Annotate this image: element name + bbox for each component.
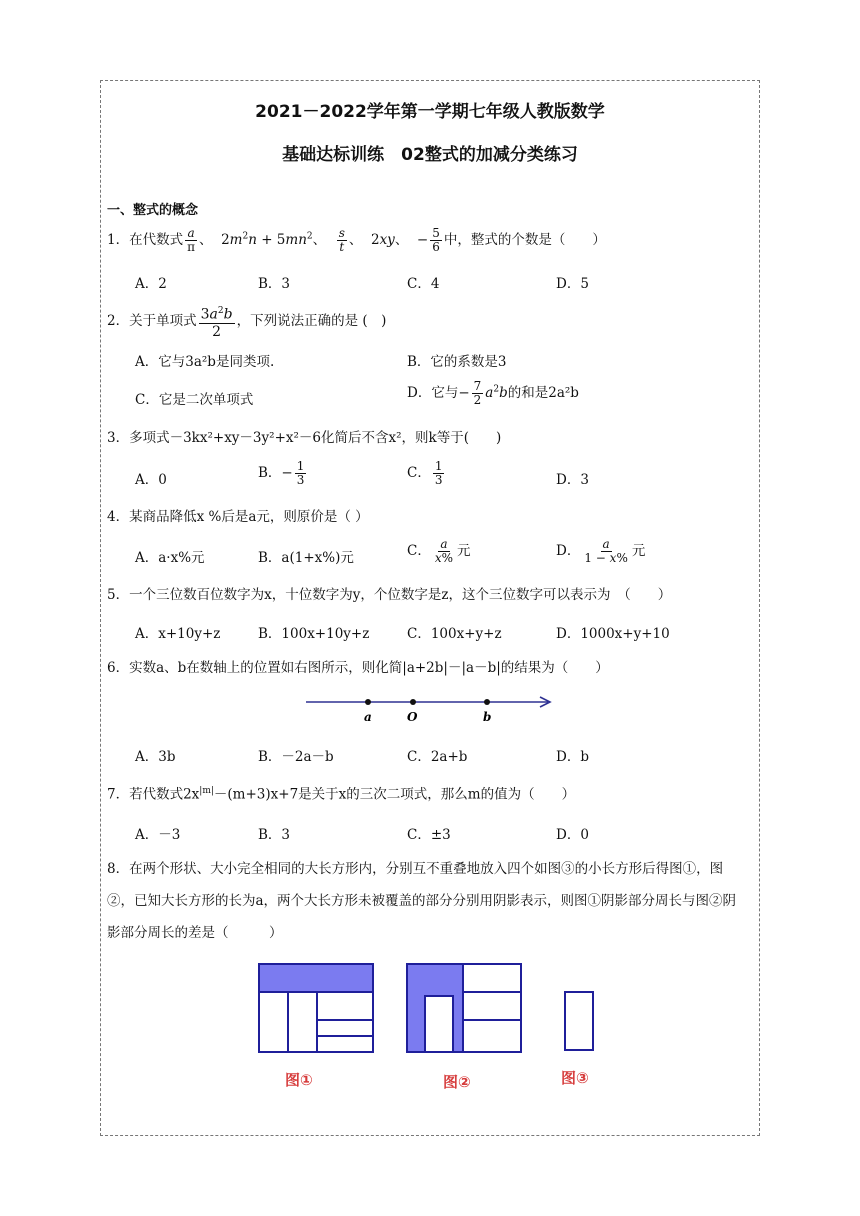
q5-option-b: B．100x+10y+z (258, 626, 370, 642)
label-a: a (364, 710, 372, 724)
q3-option-c-fraction: $\frac{1}{3}$ (434, 459, 443, 487)
figure-2 (407, 964, 521, 1052)
point-b (484, 699, 490, 705)
q1-fraction-5-6: $\frac{5}{6}$ (432, 226, 440, 254)
q7-tail: －(m+3)x+7是关于x的三次二项式，那么m的值为（ ） (213, 786, 576, 803)
section-heading: 一、整式的概念 (107, 203, 199, 218)
question-8: 8．在两个形状、大小完全相同的大长方形内，分别互不重叠地放入四个如图③的小长方形后得图①，图②，已知大长方形的长为a，两个大长方形未被覆盖的部分分别用阴影表示，则图①阴影部分周长与图②阴影部分周长的差是（ ） (107, 861, 737, 941)
q3-option-c (407, 460, 446, 487)
q2-number: 2． (107, 312, 130, 329)
question-7: 7．若代数式$2x^{|m|}-(m+3)x+7$是关于x的三次二项式，那么m的值为（ ） (107, 786, 576, 803)
q1-option-b: B．3 (258, 276, 291, 292)
q3-option-b-label: B． (258, 465, 282, 481)
q7-option-c: C．±3 (407, 827, 451, 843)
q2-option-d-tail: 的和是2a²b (507, 385, 579, 401)
q2-tail: ，下列说法正确的是 ( ) (236, 312, 387, 329)
q1-option-a: A．2 (135, 276, 167, 292)
q3-option-b-fraction: $\frac{1}{3}$ (296, 459, 305, 487)
q1-option-c: C．4 (407, 276, 440, 292)
point-o (410, 699, 416, 705)
q3-option-c-label: C． (407, 465, 431, 481)
q7-option-a: A．－3 (135, 827, 181, 843)
q7-option-b: B．3 (258, 827, 291, 843)
q5-option-d: D．1000x+y+10 (556, 626, 670, 642)
q4-option-b: B．a(1+x%)元 (258, 550, 354, 566)
figure-3-label: 图③ (561, 1069, 589, 1087)
q6-option-c: C．2a+b (407, 749, 468, 765)
q1-fraction-s-t: $\frac{s}{t}$ (338, 226, 345, 254)
q1-lead: 在代数式 (129, 232, 184, 248)
q4-option-d (556, 538, 645, 565)
q2-option-d-fraction: $\frac{7}{2}$ (473, 379, 482, 407)
q2-fraction: $\frac{3a^2b}{2}$ (199, 303, 235, 340)
title-line-1: 2021－2022学年第一学期七年级人教版数学 (255, 102, 605, 122)
q1-fraction-a-pi: $\frac{a}{\pi}$ (187, 226, 195, 254)
q1-option-d: D．5 (556, 276, 589, 292)
q3-option-d: D．3 (556, 472, 589, 488)
q7-lead: 7．若代数式2x (107, 786, 200, 803)
figure-1-shaded (259, 964, 373, 992)
question-5: 5．一个三位数百位数字为x，十位数字为y，个位数字是z，这个三位数字可以表示为 （ ） (107, 587, 672, 603)
q2-option-b: B．它的系数是3 (407, 354, 507, 370)
q3-option-b: B．− $\frac{1}{3}$ (258, 459, 305, 487)
question-6: 6．实数a、b在数轴上的位置如右图所示，则化简|a+2b|－|a－b|的结果为（ ） (107, 660, 609, 676)
q1-number: 1． (107, 232, 130, 248)
q4-option-c (407, 538, 471, 565)
figure-3 (565, 992, 593, 1050)
q4-option-c-fraction: $\frac{a}{x\%}$ (434, 537, 454, 565)
q4-option-a: A．a·x%元 (135, 550, 205, 566)
q4-option-d-fraction: $\frac{a}{1 - x\%}$ (584, 537, 628, 565)
q2-option-c: C．它是二次单项式 (135, 392, 254, 408)
question-4: 4．某商品降低x %后是a元，则原价是（ ） (107, 509, 369, 525)
figure-1 (259, 964, 373, 1052)
figure-2-label: 图② (443, 1073, 471, 1091)
q2-lead: 关于单项式 (129, 312, 197, 329)
q3-option-a: A．0 (135, 472, 167, 488)
number-line (300, 690, 560, 726)
q6-option-b: B．－2a－b (258, 749, 334, 765)
q6-option-d: D．b (556, 749, 589, 765)
q4-option-d-unit: 元 (631, 543, 646, 559)
q5-option-c: C．100x+y+z (407, 626, 502, 642)
point-a (365, 699, 371, 705)
q6-option-a: A．3b (135, 749, 176, 765)
question-2 (107, 303, 386, 340)
label-o: O (407, 710, 418, 724)
q2-option-d: D．它与− $\frac{7}{2}$ $a^2b$的和是2a²b (407, 379, 579, 407)
label-b: b (483, 710, 492, 724)
q2-option-d-lead: D．它与 (407, 385, 459, 401)
q7-option-d: D．0 (556, 827, 589, 843)
title-line-2: 基础达标训练 02整式的加减分类练习 (282, 145, 578, 165)
figures (255, 960, 605, 1060)
q4-option-d-label: D． (556, 543, 581, 559)
figure-1-label: 图① (285, 1071, 313, 1089)
q4-option-c-unit: 元 (457, 543, 471, 559)
question-3: 3．多项式－3kx²+xy－3y²+x²－6化简后不含x²，则k等于( ) (107, 430, 502, 446)
question-1: 1．在代数式 $\frac{a}{\pi}$ 、 $2m^2n + 5mn^2$、 $\frac{s}{t}$ 、 2xy、 − $\frac{5}{6}$ 中，整式的个数是（ ） (107, 226, 606, 254)
q1-tail: 中，整式的个数是（ ） (443, 232, 606, 248)
q5-option-a: A．x+10y+z (135, 626, 221, 642)
q2-option-a: A．它与3a²b是同类项. (135, 354, 275, 370)
q4-option-c-label: C． (407, 543, 431, 559)
